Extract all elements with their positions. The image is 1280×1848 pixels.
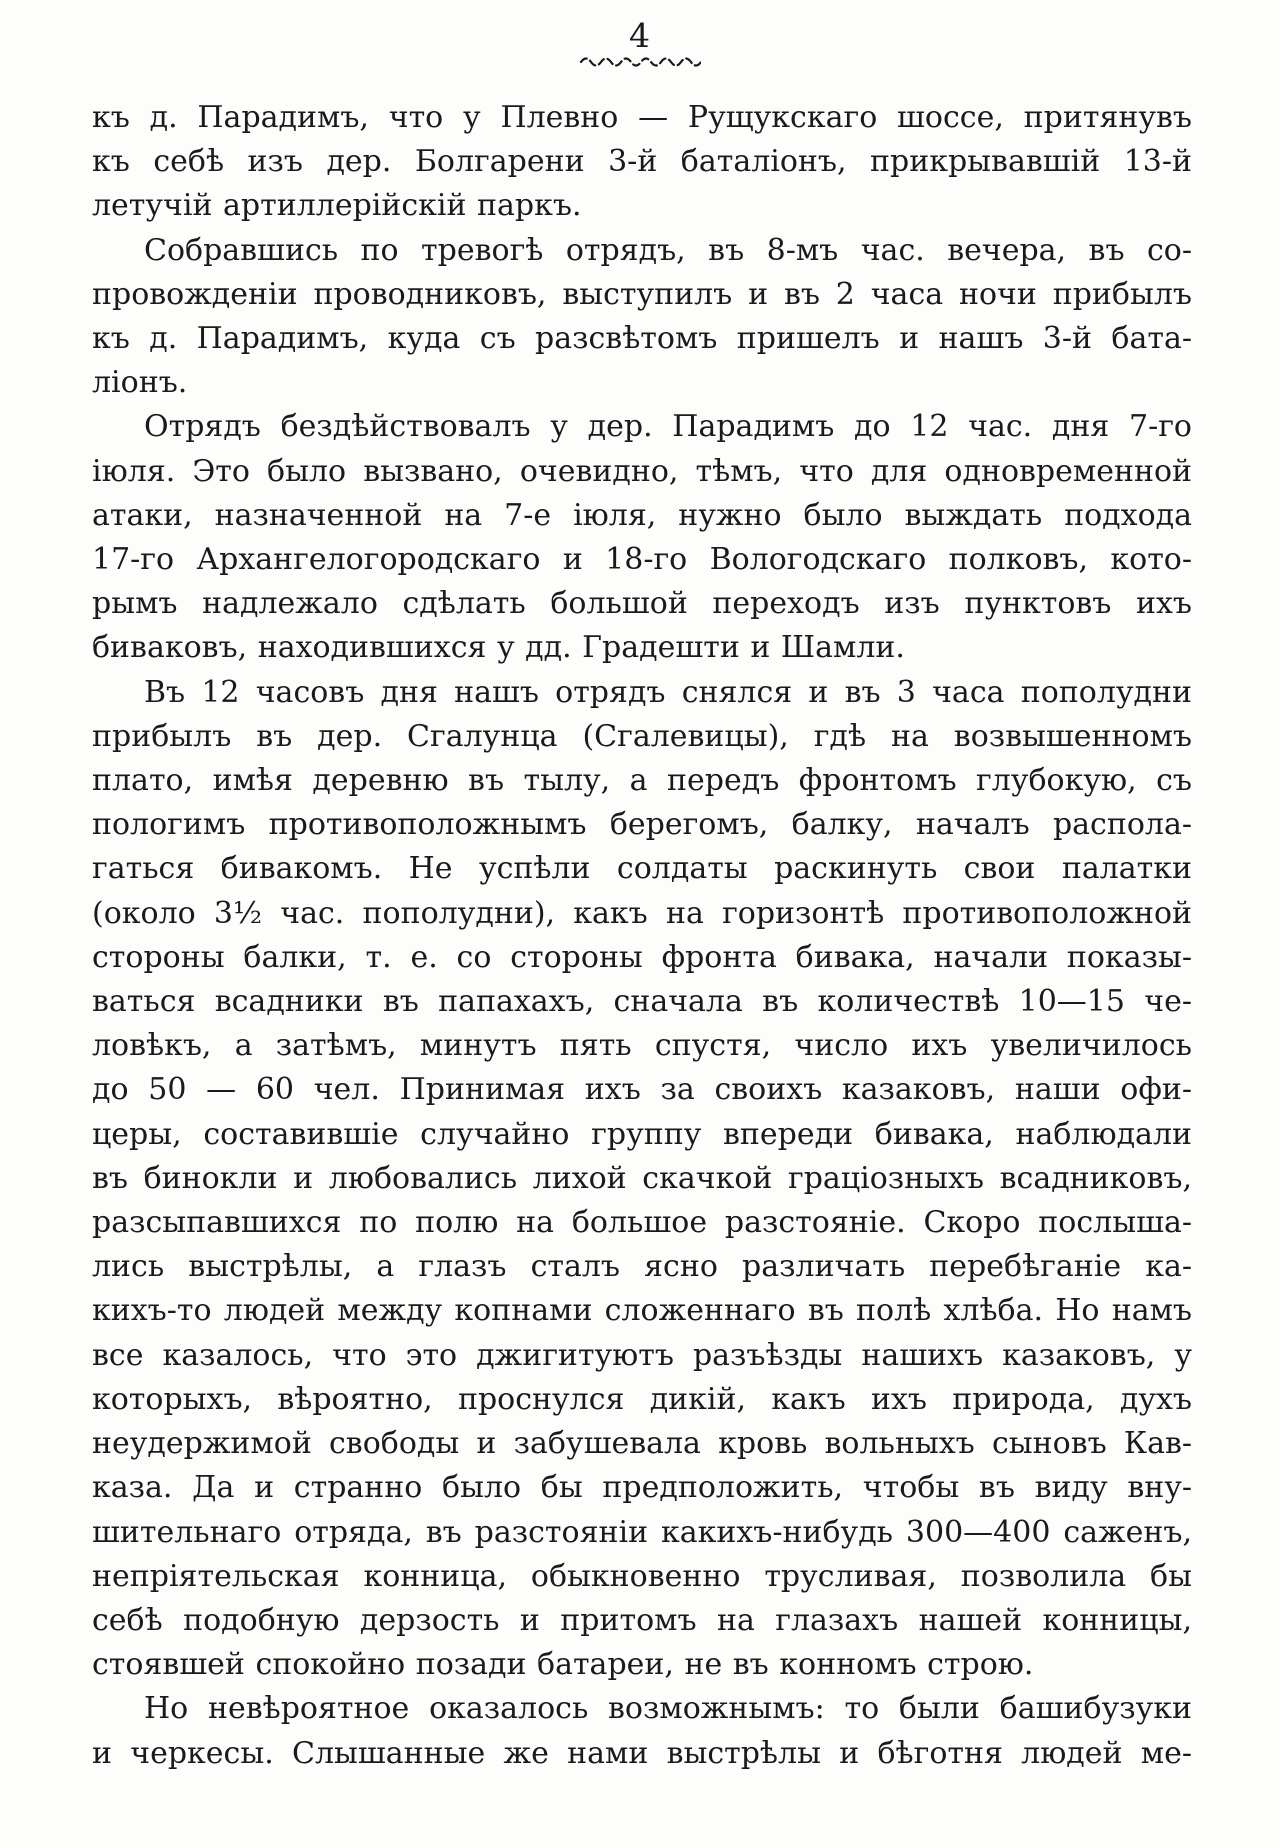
text-line: себѣ подобную дерзость и притомъ на глазахъ нашей конницы, — [92, 1602, 1192, 1638]
text-line: летучій артиллерійскій паркъ. — [92, 188, 582, 224]
text-line: Отрядъ бездѣйствовалъ у дер. Парадимъ до 12 час. дня 7-го — [144, 409, 1192, 445]
text-line: къ д. Парадимъ, куда съ разсвѣтомъ пришелъ и нашъ 3-й бата- — [92, 321, 1192, 357]
text-line: непріятельская конница, обыкновенно трусливая, позволила бы — [92, 1558, 1192, 1594]
text-line: Собравшись по тревогѣ отрядъ, въ 8-мъ час. вечера, въ со- — [144, 232, 1192, 268]
text-line: которыхъ, вѣроятно, проснулся дикій, какъ ихъ природа, духъ — [92, 1381, 1192, 1417]
text-line: рымъ надлежало сдѣлать большой переходъ изъ пунктовъ ихъ — [92, 586, 1192, 622]
text-line: стороны балки, т. е. со стороны фронта бивака, начали показы- — [92, 939, 1192, 975]
text-line: кихъ-то людей между копнами сложеннаго въ полѣ хлѣба. Но намъ — [92, 1293, 1192, 1329]
text-line: до 50 — 60 чел. Принимая ихъ за своихъ казаковъ, наши офи- — [92, 1072, 1192, 1108]
text-line: къ д. Парадимъ, что у Плевно — Рущукскаго шоссе, притянувъ — [92, 100, 1192, 135]
text-line: стоявшей спокойно позади батареи, не въ конномъ строю. — [92, 1647, 1034, 1683]
text-line: атаки, назначенной на 7-е іюля, нужно было выждать подхода — [92, 497, 1192, 533]
text-line: Но невѣроятное оказалось возможнымъ: то были башибузуки — [144, 1691, 1192, 1727]
text-line: ловѣкъ, а затѣмъ, минутъ пять спустя, число ихъ увеличилось — [92, 1028, 1192, 1064]
text-line: 17-го Архангелогородскаго и 18-го Вологодскаго полковъ, кото- — [92, 542, 1192, 578]
text-line: (около 3½ час. пополудни), какъ на горизонтѣ противоположной — [92, 895, 1192, 931]
text-line: и черкесы. Слышанные же нами выстрѣлы и бѣготня людей ме- — [92, 1735, 1192, 1771]
text-line: каза. Да и странно было бы предположить, чтобы въ виду вну- — [92, 1470, 1192, 1506]
page-header — [0, 18, 1280, 67]
text-line: ліонъ. — [92, 365, 188, 401]
text-line: разсыпавшихся по полю на большое разстояніе. Скоро послыша- — [92, 1205, 1192, 1241]
text-line: плато, имѣя деревню въ тылу, а передъ фронтомъ глубокую, съ — [92, 763, 1192, 799]
text-line: лись выстрѣлы, а глазъ сталъ ясно различать перебѣганіе ка- — [92, 1249, 1192, 1285]
text-line: ваться всадники въ папахахъ, сначала въ количествѣ 10—15 че- — [92, 984, 1192, 1020]
text-line: прибылъ въ дер. Сгалунца (Сгалевицы), гдѣ на возвышенномъ — [92, 718, 1192, 754]
squiggle-ornament-icon — [579, 55, 701, 67]
text-line: гаться бивакомъ. Не успѣли солдаты раскинуть свои палатки — [92, 851, 1192, 887]
text-line: іюля. Это было вызвано, очевидно, тѣмъ, что для одновременной — [92, 453, 1192, 489]
text-line: Въ 12 часовъ дня нашъ отрядъ снялся и въ 3 часа пополудни — [144, 674, 1192, 710]
text-line: неудержимой свободы и забушевала кровь вольныхъ сыновъ Кав- — [92, 1426, 1192, 1462]
text-line: пологимъ противоположнымъ берегомъ, балку, началъ распола- — [92, 807, 1192, 843]
text-line: шительнаго отряда, въ разстояніи какихъ-нибудь 300—400 саженъ, — [92, 1514, 1192, 1550]
text-line: биваковъ, находившихся у дд. Градешти и Шамли. — [92, 630, 905, 666]
text-line: все казалось, что это джигитуютъ разъѣзды нашихъ казаковъ, у — [92, 1337, 1192, 1373]
text-line: провожденіи проводниковъ, выступилъ и въ 2 часа ночи прибылъ — [92, 276, 1192, 312]
page-number: 4 — [629, 16, 651, 55]
text-block — [92, 96, 1192, 1776]
text-line: въ бинокли и любовались лихой скачкой граціозныхъ всадниковъ, — [92, 1160, 1192, 1196]
text-line: къ себѣ изъ дер. Болгарени 3-й баталіонъ, прикрывавшій 13-й — [92, 144, 1192, 180]
text-line: церы, составившіе случайно группу впереди бивака, наблюдали — [92, 1116, 1192, 1152]
